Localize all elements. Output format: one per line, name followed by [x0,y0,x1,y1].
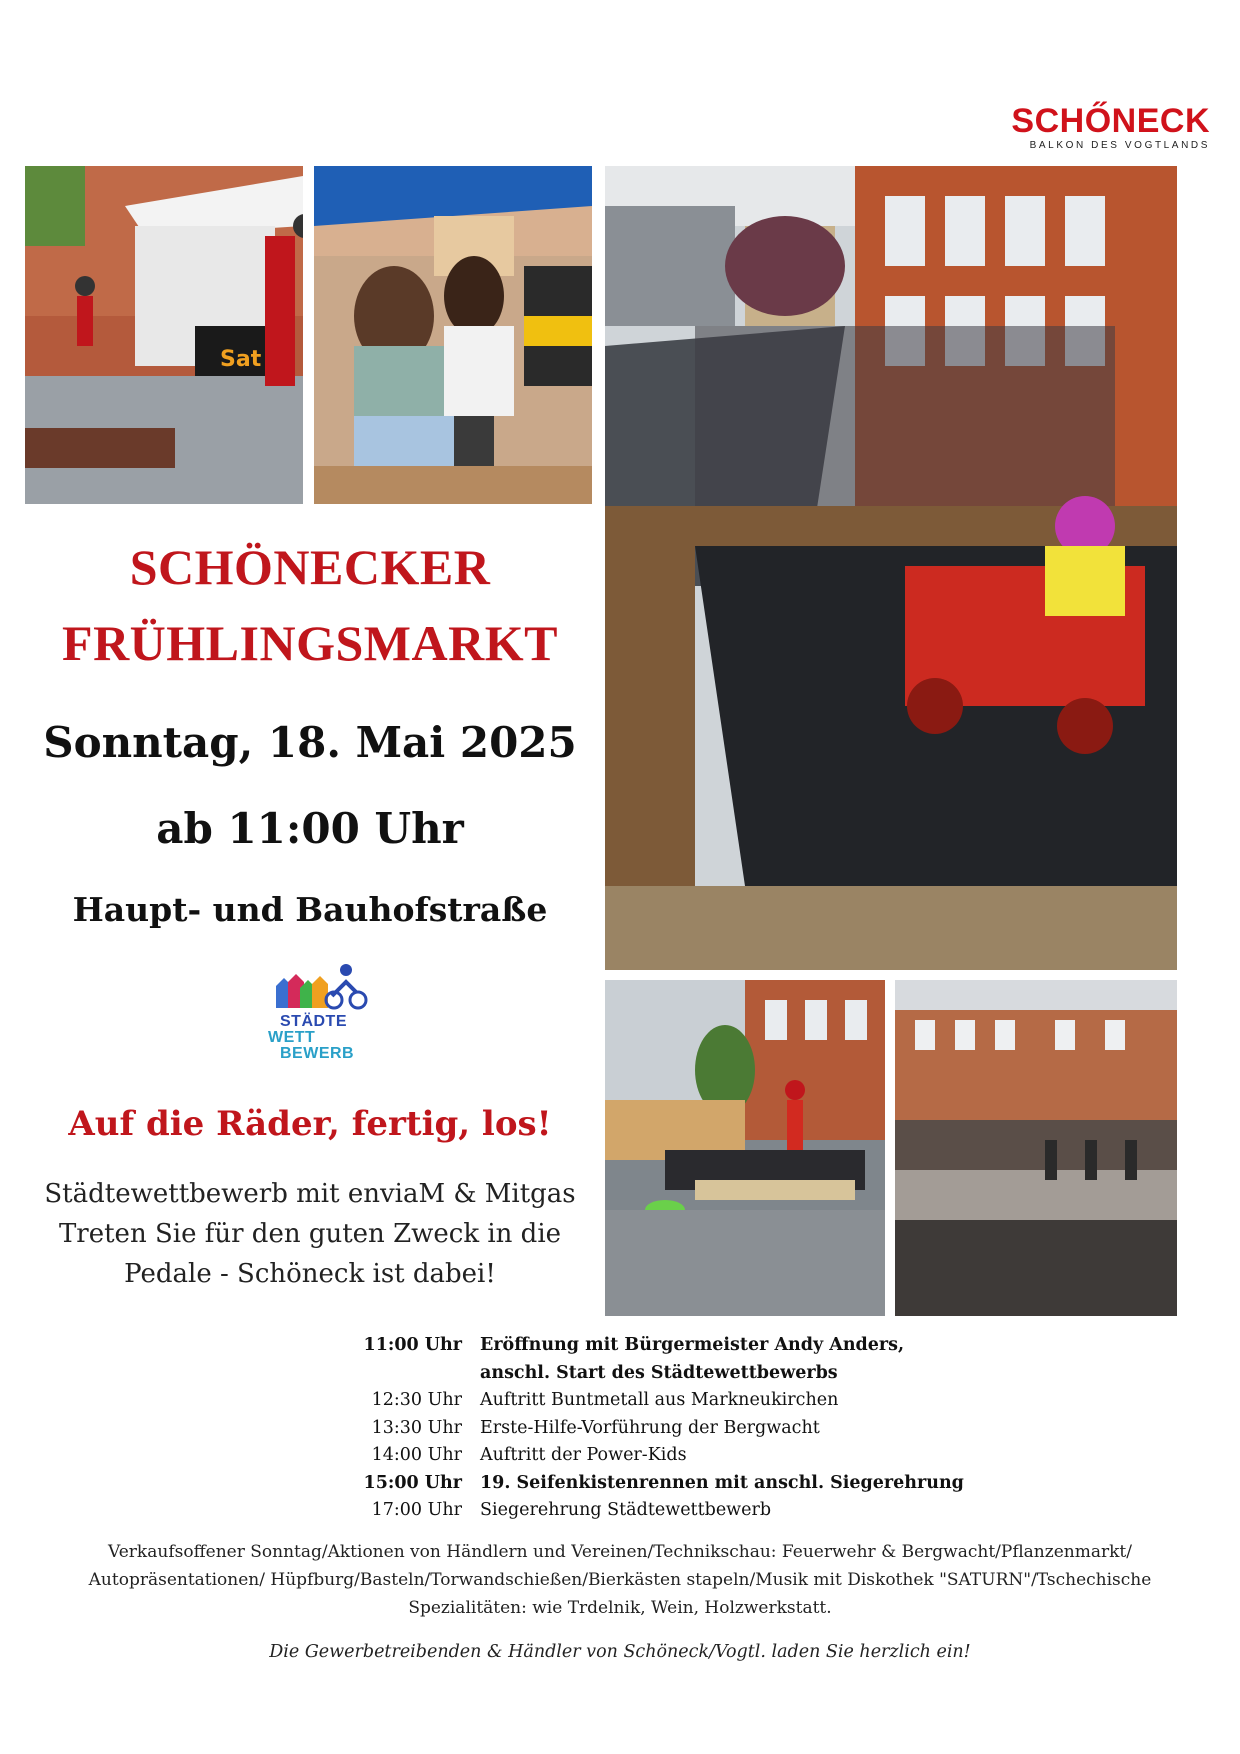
schedule-event: Siegerehrung Städtewettbewerb [480,1500,772,1520]
schedule-row [360,1442,1000,1470]
sw-logo-line2: WETT [268,1029,316,1046]
event-title-line1: SCHÖNECKER [129,539,491,595]
schedule-time: 15:00 Uhr [363,1472,462,1493]
schedule-time [360,1360,480,1388]
schedule-row [360,1360,1000,1388]
schedule-row [360,1332,1000,1360]
schedule-row [360,1387,1000,1415]
schedule-row [360,1497,1000,1525]
schedule-event: anschl. Start des Städtewettbewerbs [480,1362,838,1383]
footer-line: Autopräsentationen/ Hüpfburg/Basteln/Torwandschießen/Bierkästen stapeln/Musik mit Diskothek "SATURN"/Tschechische [88,1570,1152,1590]
schedule-time: 12:30 Uhr [371,1390,462,1410]
schedule-event: Auftritt Buntmetall aus Markneukirchen [480,1390,839,1410]
description-line: Pedale - Schöneck ist dabei! [124,1259,496,1289]
footer-line: Spezialitäten: wie Trdelnik, Wein, Holzwerkstatt. [408,1598,832,1618]
svg-text:Sat: Sat [220,347,262,372]
photo-dance-performance [895,980,1177,1316]
schedule-time: 13:30 Uhr [371,1417,462,1438]
sw-logo-line3: BEWERB [280,1045,355,1062]
description-line: Städtewettbewerb mit enviaM & Mitgas [44,1179,576,1209]
schedule-event: Auftritt der Power-Kids [480,1445,687,1465]
description-line: Treten Sie für den guten Zweck in die [58,1219,562,1249]
logo-wordmark: SCHŐNECK [1011,102,1210,140]
closing-invitation: Die Gewerbetreibenden & Händler von Schöneck/Vogtl. laden Sie herzlich ein! [269,1642,971,1662]
event-time: ab 11:00 Uhr [156,804,464,853]
staedtewettbewerb-logo [268,962,372,1074]
schedule-event: Erste-Hilfe-Vorführung der Bergwacht [480,1417,820,1438]
schedule-row [360,1415,1000,1443]
event-title [25,538,595,672]
schedule-time: 11:00 Uhr [363,1335,462,1355]
schedule [360,1332,1000,1525]
footer-line: Verkaufsoffener Sonntag/Aktionen von Händlern und Vereinen/Technikschau: Feuerwehr & Bergwacht/Pflanzenmarkt/ [108,1542,1132,1562]
schedule-row [360,1470,1000,1498]
photo-face-painting [314,166,592,504]
schedule-event: 19. Seifenkistenrennen mit anschl. Siegerehrung [480,1472,964,1493]
event-location: Haupt- und Bauhofstraße [72,890,548,929]
description [25,1174,595,1294]
photo-staedtewettbewerb [605,980,885,1316]
schedule-event: Eröffnung mit Bürgermeister Andy Anders, [480,1335,905,1355]
logo-tagline: BALKON DES VOGTLANDS [1029,140,1210,151]
staedtewettbewerb-logo-graphic [272,962,372,1010]
event-title-line2: FRÜHLINGSMARKT [62,615,558,671]
footer-activities [40,1538,1200,1622]
photo-soapbox-race [605,166,1177,970]
slogan: Auf die Räder, fertig, los! [68,1104,552,1144]
schoeneck-logo [1010,104,1210,151]
schedule-time: 17:00 Uhr [371,1500,462,1520]
schedule-time: 14:00 Uhr [371,1445,462,1465]
event-date: Sonntag, 18. Mai 2025 [43,718,577,767]
photo-stage [25,166,303,504]
sw-logo-line1: STÄDTE [280,1013,347,1030]
